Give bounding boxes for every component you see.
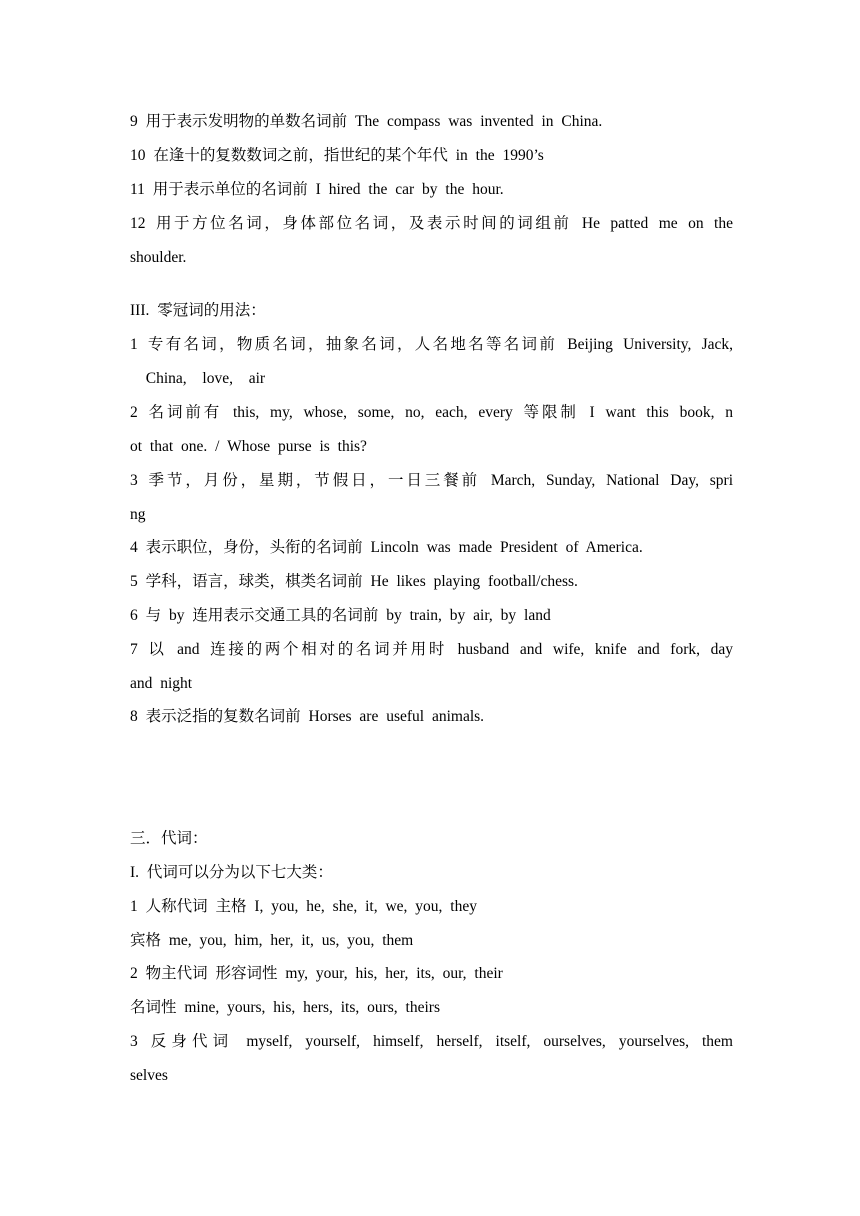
zero-article-item-2-line2: ot that one. / Whose purse is this? <box>130 438 367 455</box>
pronouns-item-1-line1: 1 人称代词 主格 I, you, he, she, it, we, you, they <box>130 898 477 915</box>
zero-article-item-7-line2: and night <box>130 675 193 692</box>
article-usage-item-11: 11 用于表示单位的名词前 I hired the car by the hour. <box>130 181 504 198</box>
zero-article-item-8: 8 表示泛指的复数名词前 Horses are useful animals. <box>130 708 485 725</box>
zero-article-item-4: 4 表示职位，身份，头衔的名词前 Lincoln was made President of America. <box>130 539 643 556</box>
zero-article-item-3-line2: ng <box>130 506 146 523</box>
zero-article-item-2-line1: 2 名词前有 this, my, whose, some, no, each, every 等限制 I want this book, n <box>130 404 733 421</box>
pronouns-section-heading: 三．代词： <box>130 830 208 847</box>
article-usage-item-12-line2: shoulder. <box>130 249 187 266</box>
zero-article-item-1-line2: China, love, air <box>130 370 266 387</box>
zero-article-item-5: 5 学科，语言，球类，棋类名词前 He likes playing football/chess. <box>130 573 578 590</box>
article-usage-item-12-line1: 12 用于方位名词，身体部位名词，及表示时间的词组前 He patted me on the <box>130 215 733 232</box>
zero-article-item-6: 6 与 by 连用表示交通工具的名词前 by train, by air, by land <box>130 607 551 624</box>
pronouns-item-2-line1: 2 物主代词 形容词性 my, your, his, her, its, our, their <box>130 965 503 982</box>
zero-article-item-3-line1: 3 季节，月份，星期，节假日，一日三餐前 March, Sunday, National Day, spri <box>130 472 733 489</box>
zero-article-item-7-line1: 7 以 and 连接的两个相对的名词并用时 husband and wife, knife and fork, day <box>130 641 733 658</box>
pronouns-intro: I. 代词可以分为以下七大类： <box>130 864 333 881</box>
pronouns-item-1-line2: 宾格 me, you, him, her, it, us, you, them <box>130 932 414 949</box>
article-usage-item-10: 10 在逢十的复数数词之前，指世纪的某个年代 in the 1990’s <box>130 147 544 164</box>
pronouns-item-3-line2: selves <box>130 1067 168 1084</box>
article-usage-item-9: 9 用于表示发明物的单数名词前 The compass was invented in China. <box>130 113 603 130</box>
pronouns-item-3-line1: 3 反身代词 myself, yourself, himself, herself, itself, ourselves, yourselves, them <box>130 1033 733 1050</box>
zero-article-heading: III. 零冠词的用法： <box>130 302 266 319</box>
zero-article-item-1-line1: 1 专有名词，物质名词，抽象名词，人名地名等名词前 Beijing University, Jack, <box>130 336 733 353</box>
pronouns-item-2-line2: 名词性 mine, yours, his, hers, its, ours, theirs <box>130 999 440 1016</box>
